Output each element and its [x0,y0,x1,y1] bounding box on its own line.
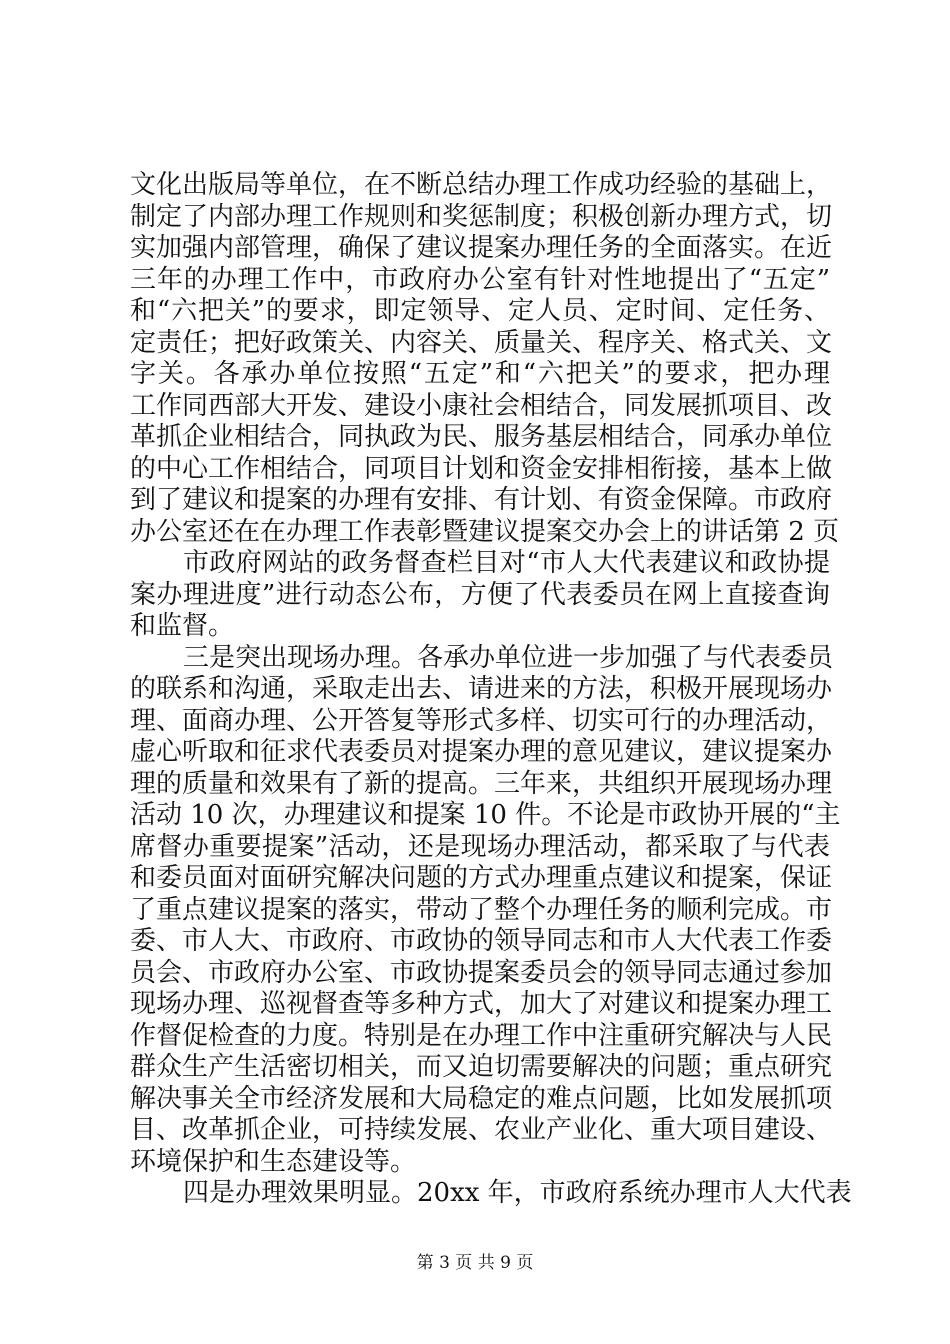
paragraph-last-line: 环境保护和生态建设等。 [130,1146,417,1177]
text-line: 作督促检查的力度。特别是在办理工作中注重研究解决与人民 [130,1020,833,1051]
text-line: 的联系和沟通，采取走出去、请进来的方法，积极开展现场办 [130,674,833,704]
paragraph-first-line: 三是突出现场办理。各承办单位进一步加强了与代表委员 [183,642,834,673]
text-line: 员会、市政府办公室、市政协提案委员会的领导同志通过参加 [130,957,833,988]
text-line: 和委员面对面研究解决问题的方式办理重点建议和提案，保证 [130,863,833,893]
text-line: 目、改革抓企业，可持续发展、农业产业化、重大项目建设、 [130,1115,833,1145]
text-line: 理、面商办理、公开答复等形式多样、切实可行的办理活动， [130,705,833,736]
text-line: 工作同西部大开发、建设小康社会相结合，同发展抓项目、改 [130,390,833,421]
paragraph-first-line: 四是办理效果明显。20xx 年，市政府系统办理市人大代表 [183,1178,852,1208]
text-line: 定责任；把好政策关、内容关、质量关、程序关、格式关、文 [130,327,833,358]
text-line: 活动 10 次，办理建议和提案 10 件。不论是市政协开展的“主 [130,800,841,830]
text-line: 委、市人大、市政府、市政协的领导同志和市人大代表工作委 [130,926,833,956]
text-line: 制定了内部办理工作规则和奖惩制度；积极创新办理方式，切 [130,201,833,232]
text-line: 到了建议和提案的办理有安排、有计划、有资金保障。市政府 [130,485,833,515]
text-line: 解决事关全市经济发展和大局稳定的难点问题，比如发展抓项 [130,1083,833,1114]
text-line: 和“六把关”的要求，即定领导、定人员、定时间、定任务、 [130,296,830,326]
text-line: 三年的办理工作中，市政府办公室有针对性地提出了“五定” [130,264,830,295]
text-line: 的中心工作相结合，同项目计划和资金安排相衔接，基本上做 [130,453,833,484]
text-line: 革抓企业相结合，同执政为民、服务基层相结合，同承办单位 [130,422,833,452]
text-line: 群众生产生活密切相关，而又迫切需要解决的问题；重点研究 [130,1052,833,1082]
text-line: 文化出版局等单位，在不断总结办理工作成功经验的基础上， [130,170,833,200]
text-line: 理的质量和效果有了新的提高。三年来，共组织开展现场办理 [130,768,833,799]
text-line: 案办理进度”进行动态公布，方便了代表委员在网上直接查询 [130,579,830,610]
text-line: 了重点建议提案的落实，带动了整个办理任务的顺利完成。市 [130,894,833,925]
paragraph-first-line: 市政府网站的政务督查栏目对“市人大代表建议和政协提 [183,548,830,578]
text-line: 虚心听取和征求代表委员对提案办理的意见建议，建议提案办 [130,737,833,767]
text-line: 字关。各承办单位按照“五定”和“六把关”的要求，把办理 [130,359,830,389]
page-footer: 第 3 页 共 9 页 [416,1253,534,1273]
text-line: 实加强内部管理，确保了建议提案办理任务的全面落实。在近 [130,233,833,263]
paragraph-last-line: 和监督。 [130,611,235,641]
text-line: 办公室还在在办理工作表彰暨建议提案交办会上的讲话第 2 页 [130,516,840,547]
text-line: 席督办重要提案”活动，还是现场办理活动，都采取了与代表 [130,831,830,862]
text-line: 现场办理、巡视督查等多种方式，加大了对建议和提案办理工 [130,989,833,1019]
